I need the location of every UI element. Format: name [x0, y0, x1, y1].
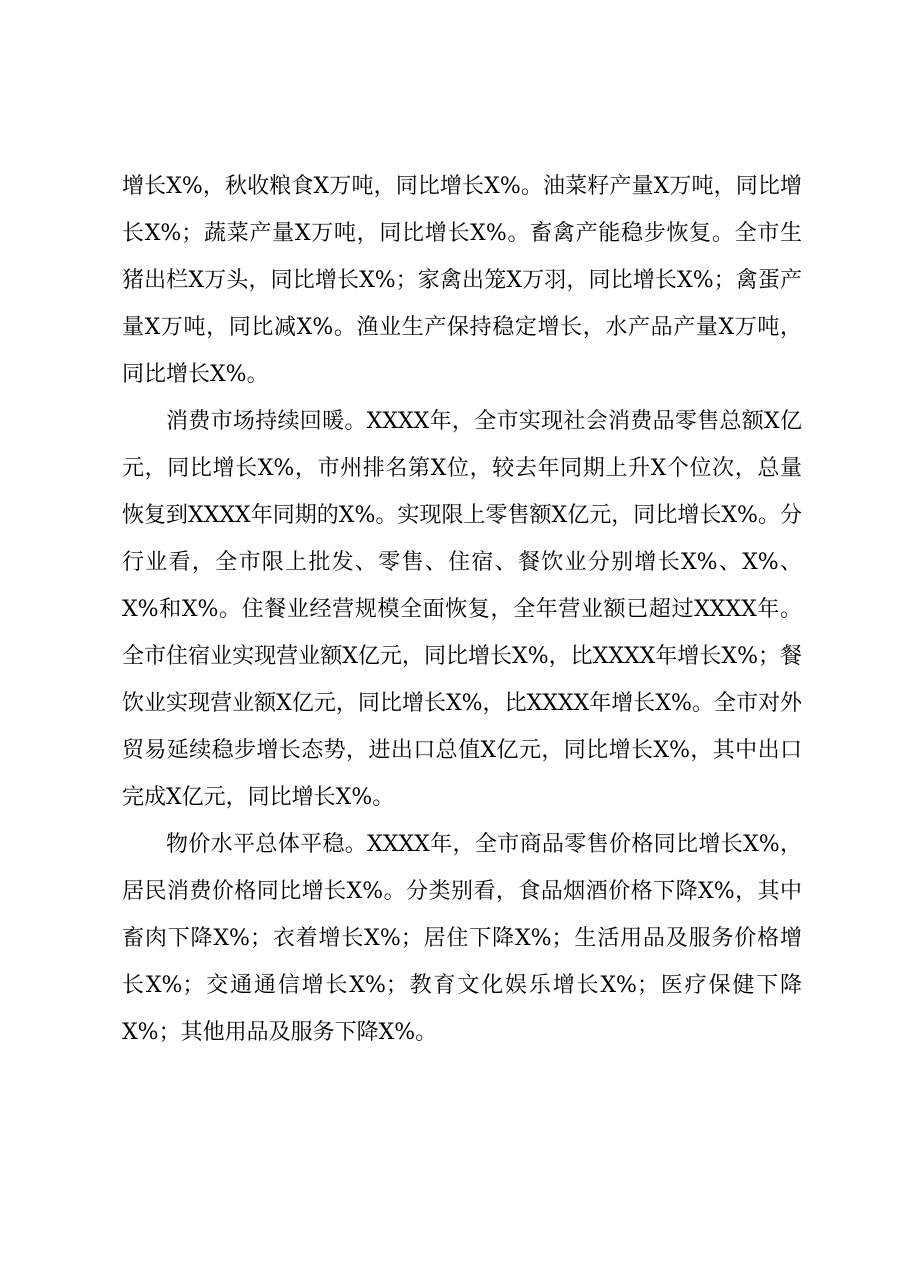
paragraph-price-level: 物价水平总体平稳。XXXX年，全市商品零售价格同比增长X%，居民消费价格同比增长X%。分类别看，食品烟酒价格下降X%，其中畜肉下降X%；衣着增长X%；居住下降X%；生活用品及服务价格增长X%；交通通信增长X%；教育文化娱乐增长X%；医疗保健下降X%；其他用品及服务下降X%。: [122, 832, 802, 1045]
paragraph-consumption-market: 消费市场持续回暖。XXXX年，全市实现社会消费品零售总额X亿元，同比增长X%，市州排名第X位，较去年同期上升X个位次，总量恢复到XXXX年同期的X%。实现限上零售额X亿元，同比增长X%。分行业看，全市限上批发、零售、住宿、餐饮业分别增长X%、X%、X%和X%。住餐业经营规模全面恢复，全年营业额已超过XXXX年。全市住宿业实现营业额X亿元，同比增长X%，比XXXX年增长X%；餐饮业实现营业额X亿元，同比增长X%，比XXXX年增长X%。全市对外贸易延续稳步增长态势，进出口总值X亿元，同比增长X%，其中出口完成X亿元，同比增长X%。: [122, 409, 802, 810]
document-body: [122, 163, 802, 1056]
paragraph-agriculture: 增长X%，秋收粮食X万吨，同比增长X%。油菜籽产量X万吨，同比增长X%；蔬菜产量X万吨，同比增长X%。畜禽产能稳步恢复。全市生猪出栏X万头，同比增长X%；家禽出笼X万羽，同比增长X%；禽蛋产量X万吨，同比减X%。渔业生产保持稳定增长，水产品产量X万吨，同比增长X%。: [122, 174, 802, 387]
